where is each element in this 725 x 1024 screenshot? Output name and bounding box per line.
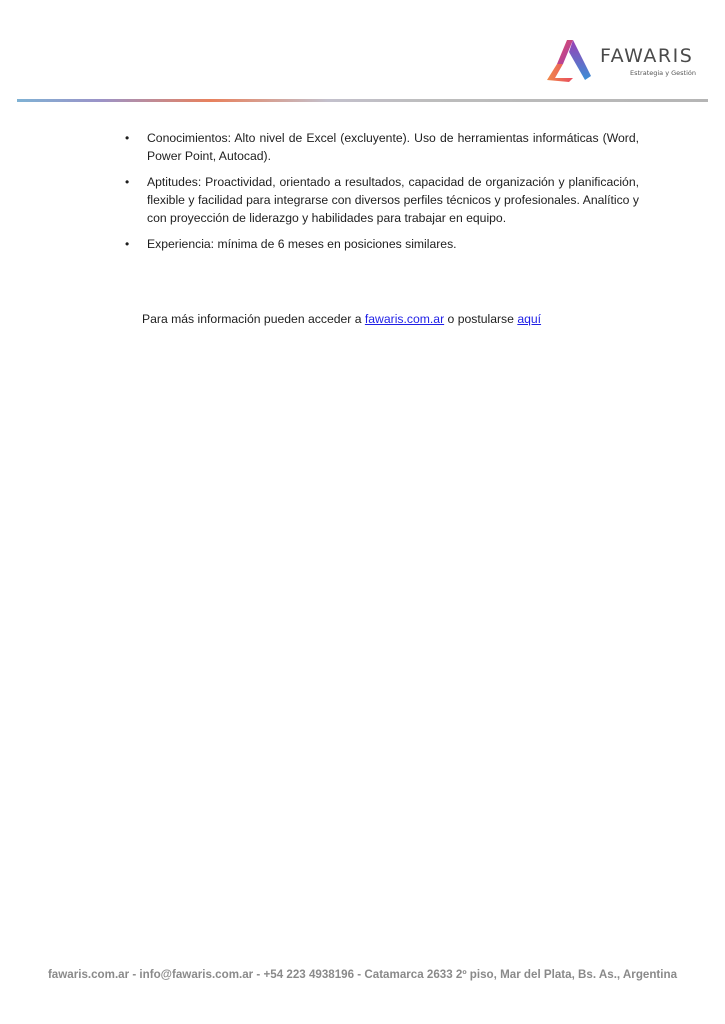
page-footer: fawaris.com.ar - info@fawaris.com.ar - +54 223 4938196 - Catamarca 2633 2º piso, Mar del Plata, Bs. As., Argentina	[47, 968, 678, 981]
list-item-text: Conocimientos: Alto nivel de Excel (excluyente). Uso de herramientas informáticas (Word, Power Point, Autocad).	[147, 131, 639, 163]
bullet-icon: •	[125, 237, 130, 251]
list-item-text: Experiencia: mínima de 6 meses en posiciones similares.	[147, 237, 457, 251]
info-prefix: Para más información pueden acceder a	[142, 312, 365, 326]
list-item	[122, 173, 639, 227]
website-link[interactable]: fawaris.com.ar	[364, 312, 445, 326]
bullet-icon: •	[125, 175, 130, 189]
fawaris-logo-icon	[543, 38, 595, 84]
more-info-line	[142, 310, 541, 328]
list-item	[122, 129, 639, 165]
requirements-list	[122, 129, 639, 253]
brand-logo	[543, 38, 713, 88]
bullet-icon: •	[125, 131, 130, 145]
info-middle: o postularse	[444, 312, 518, 326]
apply-link[interactable]: aquí	[517, 312, 542, 326]
requirements-section	[122, 129, 639, 261]
header-divider	[17, 99, 708, 102]
list-item-text: Aptitudes: Proactividad, orientado a resultados, capacidad de organización y planificación, flexible y facilidad para integrarse con diversos perfiles técnicos y profesionales. Analítico y con proyección de liderazgo y habilidades para trabajar en equipo.	[147, 175, 639, 225]
list-item	[122, 235, 639, 253]
brand-name: FAWARIS	[600, 45, 694, 67]
brand-tagline: Estrategia y Gestión	[630, 69, 697, 77]
